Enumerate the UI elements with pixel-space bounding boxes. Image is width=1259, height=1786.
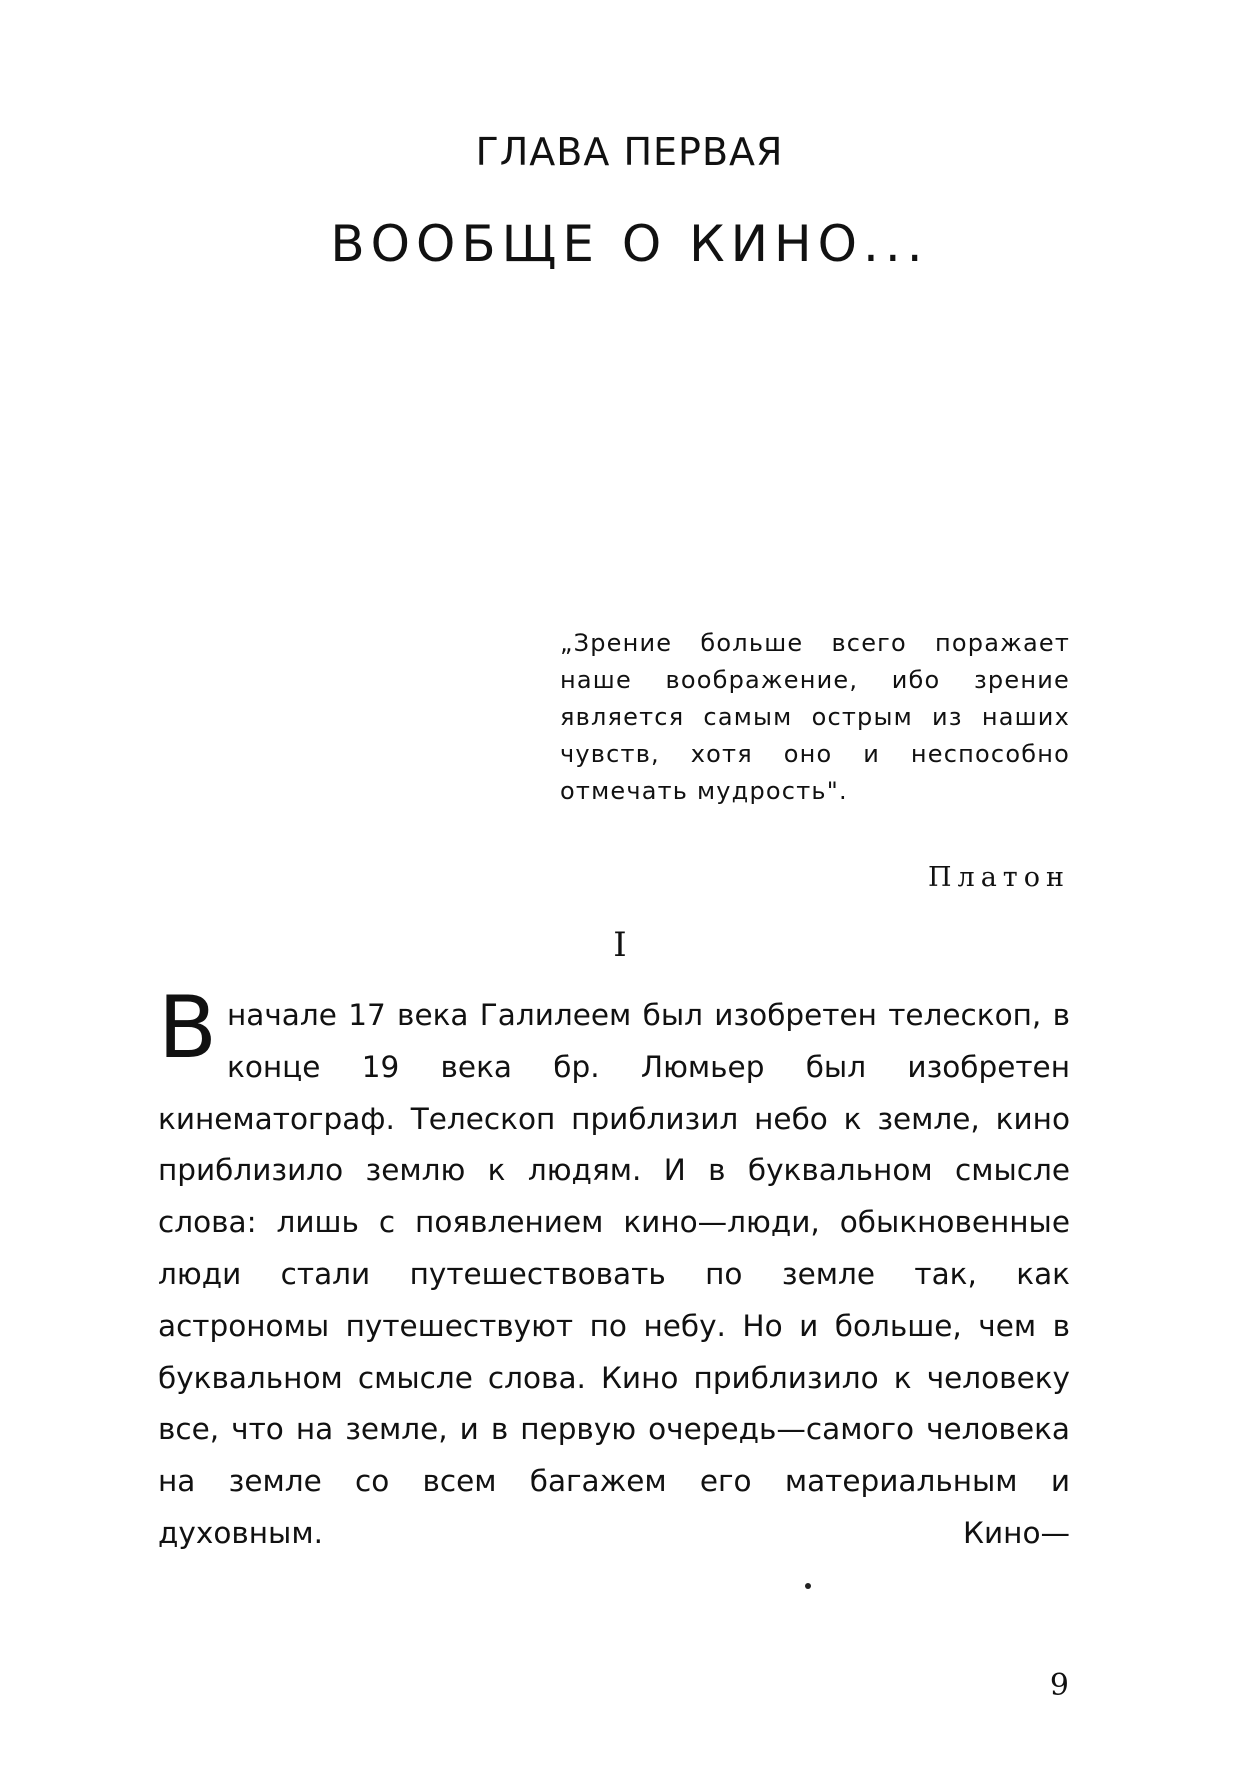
section-number: I	[613, 925, 627, 965]
chapter-label: ГЛАВА ПЕРВАЯ	[475, 130, 784, 174]
chapter-title: ВООБЩЕ О КИНО...	[330, 215, 929, 273]
body-paragraph	[158, 978, 1070, 1560]
epigraph-author: Платон	[928, 862, 1070, 893]
body-paragraph-text: начале 17 века Галилеем был изобретен телескоп, в конце 19 века бр. Люмьер был изобретен кинематограф. Телескоп приблизил небо к земле, кино приблизило землю к людям. И в буквальном смысле слова: лишь с появлением кино—люди, обыкновенные люди стали путешествовать по земле так, как астрономы путешествуют по небу. Но и больше, чем в буквальном смысле слова. Кино приблизило к человеку все, что на земле, и в первую очередь—самого человека на земле со всем багажем его материальным и духовным. Кино—	[158, 998, 1070, 1550]
epigraph-quote: „Зрение больше всего поражает наше воображение, ибо зрение является самым острым из наших чувств, хотя оно и неспособно отмечать мудрость".	[560, 629, 1070, 805]
print-mark	[805, 1583, 811, 1589]
page-number: 9	[1049, 1668, 1069, 1703]
drop-cap: В	[158, 978, 217, 1078]
